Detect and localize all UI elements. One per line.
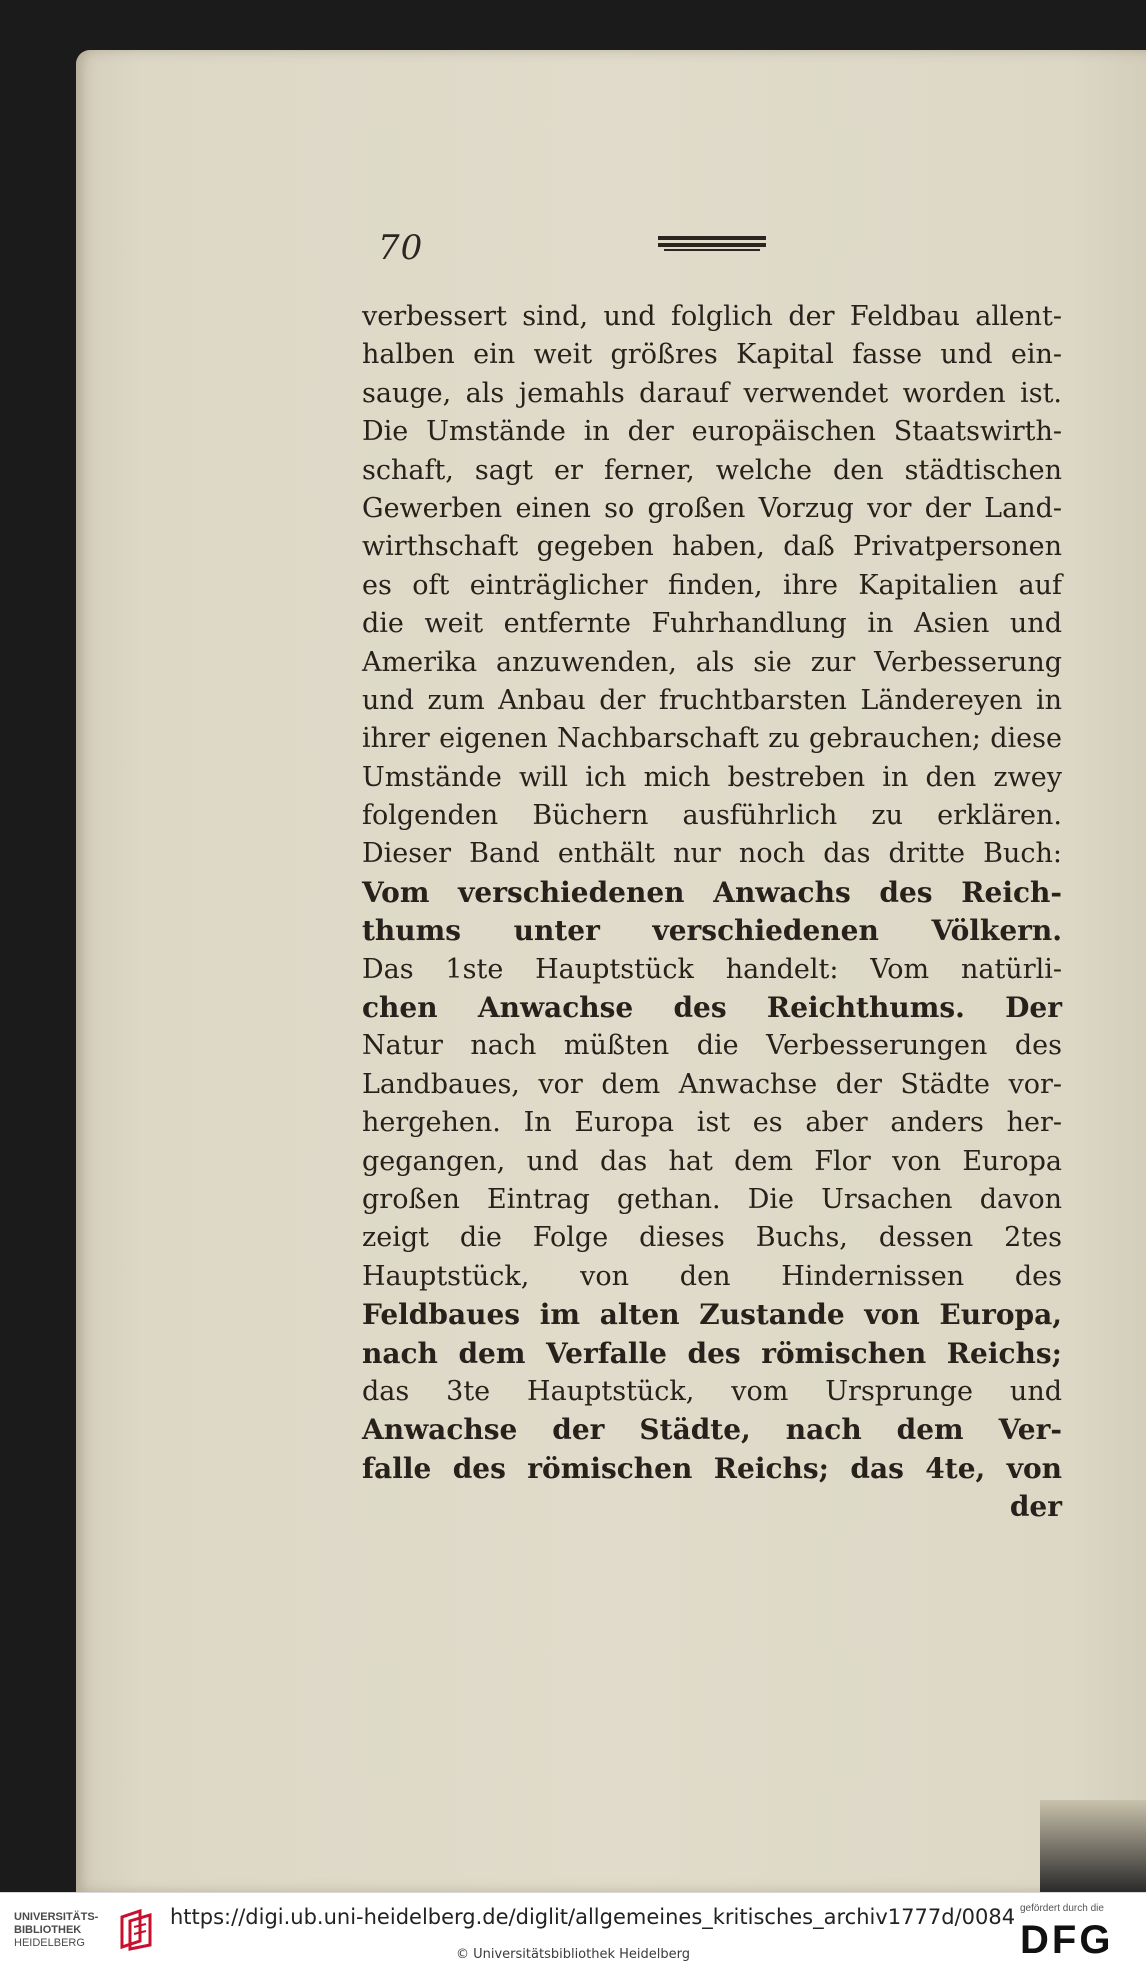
text-line: wirthschaft gegeben haben, daß Privatpersonen <box>362 531 1062 563</box>
text-line: Anwachse der Städte, nach dem Ver- <box>362 1413 1062 1447</box>
text-line: zeigt die Folge dieses Buchs, dessen 2tes <box>362 1222 1062 1254</box>
text-line: falle des römischen Reichs; das 4te, von <box>362 1451 1062 1485</box>
header-rule-ornament <box>658 236 766 252</box>
rule-line <box>658 243 766 247</box>
text-line: Die Umstände in der europäischen Staatswirth- <box>362 416 1062 448</box>
text-line: das 3te Hauptstück, vom Ursprunge und <box>362 1375 1062 1407</box>
rule-line <box>664 249 760 251</box>
text-line: Feldbaues im alten Zustande von Europa, <box>362 1298 1062 1332</box>
text-line: chen Anwachse des Reichthums. Der <box>362 991 1062 1025</box>
text-line: Amerika anzuwenden, als sie zur Verbesserung <box>362 646 1062 678</box>
library-name <box>14 1911 98 1950</box>
copyright-notice: © Universitätsbibliothek Heidelberg <box>455 1947 690 1962</box>
text-line: Dieser Band enthält nur noch das dritte Buch: <box>362 838 1062 870</box>
text-line: der <box>1009 1490 1062 1524</box>
text-line: halben ein weit größres Kapital fasse und ein- <box>362 339 1062 371</box>
permalink-link[interactable]: https://digi.ub.uni-heidelberg.de/diglit/allgemeines_kritisches_archiv1777d/0084 <box>170 1905 1016 1929</box>
text-line: verbessert sind, und folglich der Feldbau allent- <box>362 301 1062 332</box>
text-line: Vom verschiedenen Anwachs des Reich- <box>362 875 1062 909</box>
text-line: und zum Anbau der fruchtbarsten Ländereyen in <box>362 684 1062 716</box>
text-line: ihrer eigenen Nachbarschaft zu gebrauchen; diese <box>362 723 1062 755</box>
dfg-logo: DFG <box>1020 1918 1114 1962</box>
text-line: gegangen, und das hat dem Flor von Europa <box>362 1145 1062 1177</box>
library-name-line: BIBLIOTHEK <box>14 1924 82 1936</box>
text-line: schaft, sagt er ferner, welche den städtischen <box>362 454 1062 486</box>
text-line: es oft einträglicher finden, ihre Kapitalien auf <box>362 569 1062 601</box>
funding-note: gefördert durch die <box>1020 1903 1104 1914</box>
page-number: 70 <box>378 228 424 268</box>
text-line: die weit entfernte Fuhrhandlung in Asien und <box>362 608 1062 640</box>
rule-line <box>658 236 766 240</box>
text-line: Umstände will ich mich bestreben in den zwey <box>362 761 1062 793</box>
text-line: folgenden Büchern ausführlich zu erklären. <box>362 800 1062 832</box>
text-line: Natur nach müßten die Verbesserungen des <box>362 1030 1062 1062</box>
page-edge <box>1040 1800 1146 1892</box>
text-line: thums unter verschiedenen Völkern. <box>362 914 1062 948</box>
text-line: Gewerben einen so großen Vorzug vor der Land- <box>362 492 1062 524</box>
text-line: großen Eintrag gethan. Die Ursachen davon <box>362 1183 1062 1215</box>
library-name-line: HEIDELBERG <box>14 1937 85 1949</box>
text-line: Das 1ste Hauptstück handelt: Vom natürli- <box>362 953 1062 985</box>
text-line: Landbaues, vor dem Anwachse der Städte vor- <box>362 1068 1062 1100</box>
text-line: Hauptstück, von den Hindernissen des <box>362 1260 1062 1292</box>
body-text <box>362 298 1062 1527</box>
text-line: sauge, als jemahls darauf verwendet worden ist. <box>362 377 1062 409</box>
viewer-footer <box>0 1892 1146 1976</box>
library-name-line: UNIVERSITÄTS- <box>14 1911 99 1923</box>
text-line: hergehen. In Europa ist es aber anders her- <box>362 1107 1062 1139</box>
text-line: nach dem Verfalle des römischen Reichs; <box>362 1336 1062 1370</box>
